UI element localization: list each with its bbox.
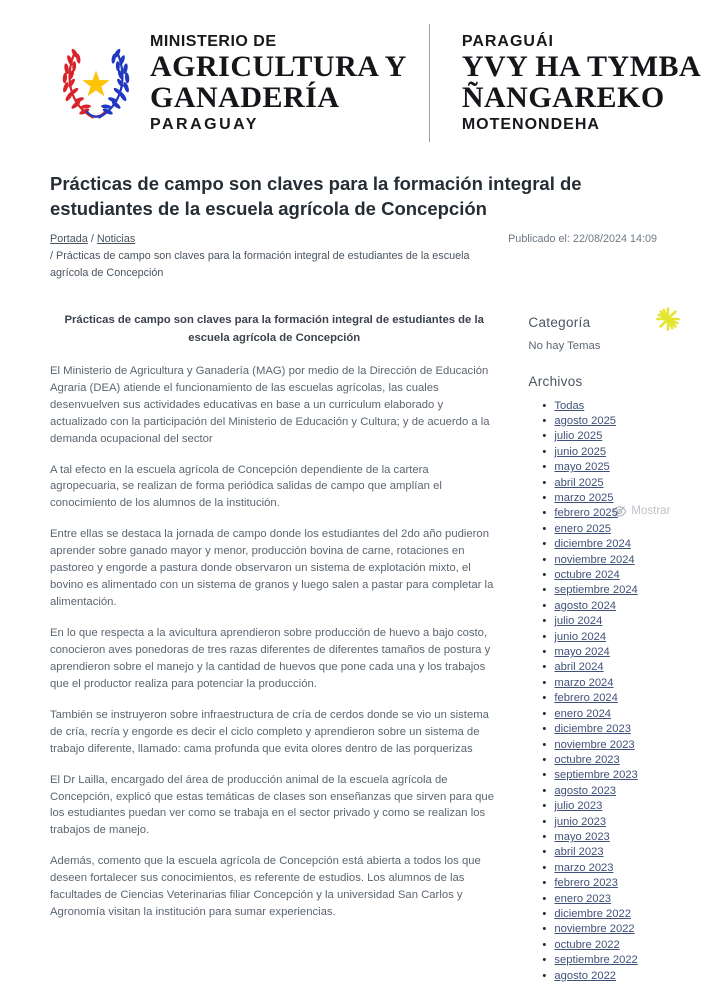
archive-link[interactable]: abril 2024 [554,661,604,674]
archive-item [542,922,707,937]
breadcrumb-link-portada[interactable]: Portada [50,232,88,245]
archive-item [542,969,707,984]
archive-link[interactable]: febrero 2025 [554,507,618,520]
archive-link[interactable]: junio 2025 [554,445,607,458]
breadcrumb-link-noticias[interactable]: Noticias [96,232,136,245]
archive-link[interactable]: julio 2024 [554,615,603,628]
archive-item [542,553,707,568]
archive-item [542,660,707,675]
header-divider [429,24,430,142]
archive-link[interactable]: diciembre 2023 [554,723,631,736]
archive-link[interactable]: mayo 2024 [554,646,610,659]
archive-item [542,722,707,737]
archive-item [542,738,707,753]
archive-link[interactable]: febrero 2024 [554,692,618,705]
mostrar-label: Mostrar [631,505,671,518]
brand-guarani [462,33,701,134]
brand-ministerio-de: MINISTERIO DE [150,32,277,50]
archive-item [542,476,707,491]
brand-motenondeha: MOTENONDEHA [461,115,600,133]
archive-item [542,506,707,521]
archive-item [542,460,707,475]
archive-link[interactable]: junio 2023 [554,815,607,828]
site-header [0,0,707,142]
archive-item [542,845,707,860]
archive-item [542,691,707,706]
archive-link[interactable]: mayo 2025 [554,461,610,474]
archive-link[interactable]: septiembre 2022 [554,954,638,967]
brand-agricultura: AGRICULTURA Y [150,49,407,83]
brand-yvy-ha-tymba: YVY HA TYMBA [461,49,702,83]
archive-link[interactable]: noviembre 2022 [554,923,635,936]
archive-item [542,676,707,691]
archive-link[interactable]: abril 2023 [554,846,604,859]
archive-link[interactable]: enero 2024 [554,707,612,720]
archive-item [542,614,707,629]
brand-ganaderia: GANADERÍA [150,81,340,114]
archive-link[interactable]: julio 2025 [554,430,603,443]
archive-item [542,630,707,645]
archive-link[interactable]: noviembre 2023 [554,738,635,751]
archives-title: Archivos [528,373,583,389]
archive-link[interactable]: julio 2023 [554,800,603,813]
breadcrumb-separator: / [50,249,53,262]
archive-link[interactable]: febrero 2023 [554,877,618,890]
archive-item [542,429,707,444]
archive-item [542,830,707,845]
published-date: Publicado el: 22/08/2024 14:09 [508,232,657,245]
archive-item [542,784,707,799]
article-paragraph: También se instruyeron sobre infraestructura de cría de cerdos donde se vio un sistema de cría, recría y engorde es decir el ciclo completo y aprendieron sobre un sistema de trabajo diferente, llamado: cama profunda que evita olores dentro de las porquerizas [50,708,489,755]
archive-link[interactable]: septiembre 2023 [554,769,638,782]
article-body [50,305,498,984]
archive-link[interactable]: enero 2023 [554,892,612,905]
breadcrumb-separator: / [90,232,94,245]
archive-item [542,753,707,768]
archive-item [542,707,707,722]
article-paragraph: El Dr Lailla, encargado del área de producción animal de la escuela agrícola de Concepción, explicó que estas temáticas de clases son enseñanzas que sirven para que los estudiantes puedan ver como se trabaja en el sector privado y como se realizan los trabajos de manejo. [50,773,494,837]
content-area [50,305,707,984]
archive-link[interactable]: diciembre 2024 [554,538,631,551]
brand-nangareko: ÑANGAREKO [461,81,665,114]
article-paragraph: En lo que respecta a la avicultura aprendieron sobre producción de huevo a bajo costo, conocieron aves ponedoras de tres razas diferentes de diferentes tamaños de postura y aprendieron sobre el manejo y la cantidad de huevos que pone cada una y los trabajos que el productor realiza para potenciar la producción. [50,627,491,690]
archive-link[interactable]: agosto 2023 [554,784,617,797]
yellow-asterisk-icon[interactable] [655,306,681,332]
archive-link[interactable]: marzo 2024 [554,676,614,689]
brand-paraguai: PARAGUÁI [461,32,554,50]
archive-link[interactable]: octubre 2024 [554,569,620,582]
archive-link[interactable]: noviembre 2024 [554,553,635,566]
page-title: Prácticas de campo son claves para la formación integral de estudiantes de la escuela agrícola de Concepción [50,173,582,219]
archive-item [542,645,707,660]
article-paragraph: Además, comento que la escuela agrícola de Concepción está abierta a todos los que deseen fortalecer sus conocimientos, es referente de estudios. Los alumnos de las facultades de Ciencias Veterinarias filiar Concepción y la universidad San Carlos y Agronomía visitan la institución para sumar experiencias. [50,855,481,919]
article-paragraphs [50,363,498,921]
archive-item [542,768,707,783]
archive-link[interactable]: marzo 2023 [554,861,614,874]
category-empty-text: No hay Temas [528,339,601,352]
archive-link[interactable]: diciembre 2022 [554,907,631,920]
archive-item [542,953,707,968]
archive-item [542,399,707,414]
archive-link[interactable]: agosto 2025 [554,414,617,427]
archive-link[interactable]: agosto 2024 [554,599,617,612]
archive-link[interactable]: Todas [554,399,585,412]
archive-link[interactable]: enero 2025 [554,522,612,535]
archive-item [542,892,707,907]
archive-item [542,938,707,953]
archive-item [542,876,707,891]
article-heading: Prácticas de campo son claves para la formación integral de estudiantes de la escuela agrícola de Concepción [64,313,484,345]
archive-item [542,907,707,922]
archive-link[interactable]: octubre 2022 [554,938,620,951]
breadcrumb-current-label: Prácticas de campo son claves para la formación integral de estudiantes de la escuela agrícola de Concepción [50,249,470,280]
brand-paraguay: PARAGUAY [150,115,259,133]
article-paragraph: El Ministerio de Agricultura y Ganadería (MAG) por medio de la Dirección de Educación Agraria (DEA) atiende el funcionamiento de las escuelas agrícolas, las cuales desenvuelven sus actividades educativas en base a un curriculum elaborado y actualizado con la participación del Ministerio de Educación y Cultura; y de acuerdo a la demanda ocupacional del sector [50,364,490,445]
archive-link[interactable]: marzo 2025 [554,492,614,504]
archive-link[interactable]: agosto 2022 [554,969,617,982]
archive-item [542,568,707,583]
archive-item [542,599,707,614]
article-paragraph: A tal efecto en la escuela agrícola de Concepción dependiente de la cartera agropecuaria, se realizan de forma periódica salidas de campo que amplían el conocimiento de los alumnos de la institución. [50,463,442,510]
archive-link[interactable]: junio 2024 [554,630,607,643]
meta-row [50,231,657,293]
brand-spanish [150,33,407,134]
archive-link[interactable]: octubre 2023 [554,753,620,766]
archive-item [542,414,707,429]
sidebar [528,305,707,984]
archive-item [542,583,707,598]
archive-item [542,815,707,830]
archive-item [542,537,707,552]
archive-item [542,445,707,460]
article-paragraph: Entre ellas se destaca la jornada de campo donde los estudiantes del 2do año pudieron aprender sobre ganado mayor y menor, producción bovina de carne, rotaciones en pastoreo y engorde a pastura donde observaron un sistema de explotación mixto, el bovino es alimentado con un sistema de granos y luego salen a pastar para completar la alimentación. [50,528,494,609]
archive-link[interactable]: abril 2025 [554,476,604,489]
archives-list [528,399,707,984]
archive-link[interactable]: mayo 2023 [554,830,610,843]
archive-item [542,799,707,814]
breadcrumb [50,231,480,283]
archive-item [542,861,707,876]
archive-item [542,522,707,537]
archive-item [542,491,707,506]
archive-link[interactable]: septiembre 2024 [554,584,638,597]
paraguay-emblem-icon [54,35,138,131]
category-title: Categoría [528,314,591,330]
breadcrumb-current [50,248,480,283]
